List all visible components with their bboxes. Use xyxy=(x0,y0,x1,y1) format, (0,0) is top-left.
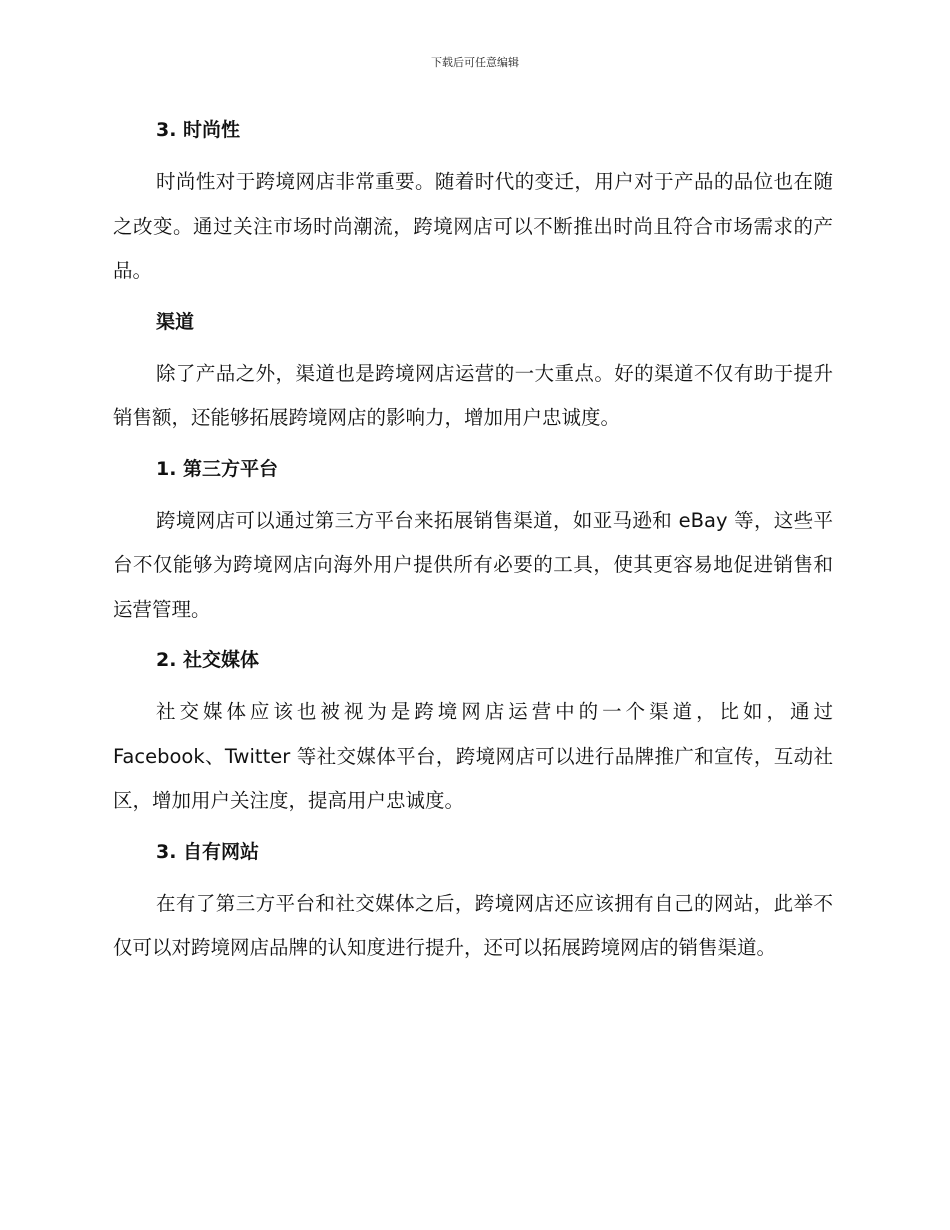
section-heading-third-party-platforms: 1. 第三方平台 xyxy=(156,457,279,480)
section-heading-social-media: 2. 社交媒体 xyxy=(156,649,260,671)
section-paragraph-social-media: 社交媒体应该也被视为是跨境网店运营中的一个渠道，比如，通过 Facebook、Twitter 等社交媒体平台，跨境网店可以进行品牌推广和宣传，互动社区，增加用户关注度，提高用户忠诚度。 xyxy=(113,700,833,812)
section-paragraph-fashion: 时尚性对于跨境网店非常重要。随着时代的变迁，用户对于产品的品位也在随之改变。通过关注市场时尚潮流，跨境网店可以不断推出时尚且符合市场需求的产品。 xyxy=(113,170,833,282)
section-heading-own-website: 3. 自有网站 xyxy=(156,840,260,863)
section-heading-fashion: 3. 时尚性 xyxy=(156,119,241,141)
section-paragraph-third-party-platforms: 跨境网店可以通过第三方平台来拓展销售渠道，如亚马逊和 eBay 等，这些平台不仅能够为跨境网店向海外用户提供所有必要的工具，使其更容易地促进销售和运营管理。 xyxy=(113,508,833,621)
page-header-note: 下载后可任意编辑 xyxy=(431,56,519,69)
section-heading-channels: 渠道 xyxy=(156,310,195,333)
section-paragraph-channels: 除了产品之外，渠道也是跨境网店运营的一大重点。好的渠道不仅有助于提升销售额，还能够拓展跨境网店的影响力，增加用户忠诚度。 xyxy=(113,361,833,429)
section-paragraph-own-website: 在有了第三方平台和社交媒体之后，跨境网店还应该拥有自己的网站，此举不仅可以对跨境网店品牌的认知度进行提升，还可以拓展跨境网店的销售渠道。 xyxy=(113,891,833,959)
document-body xyxy=(113,110,833,971)
